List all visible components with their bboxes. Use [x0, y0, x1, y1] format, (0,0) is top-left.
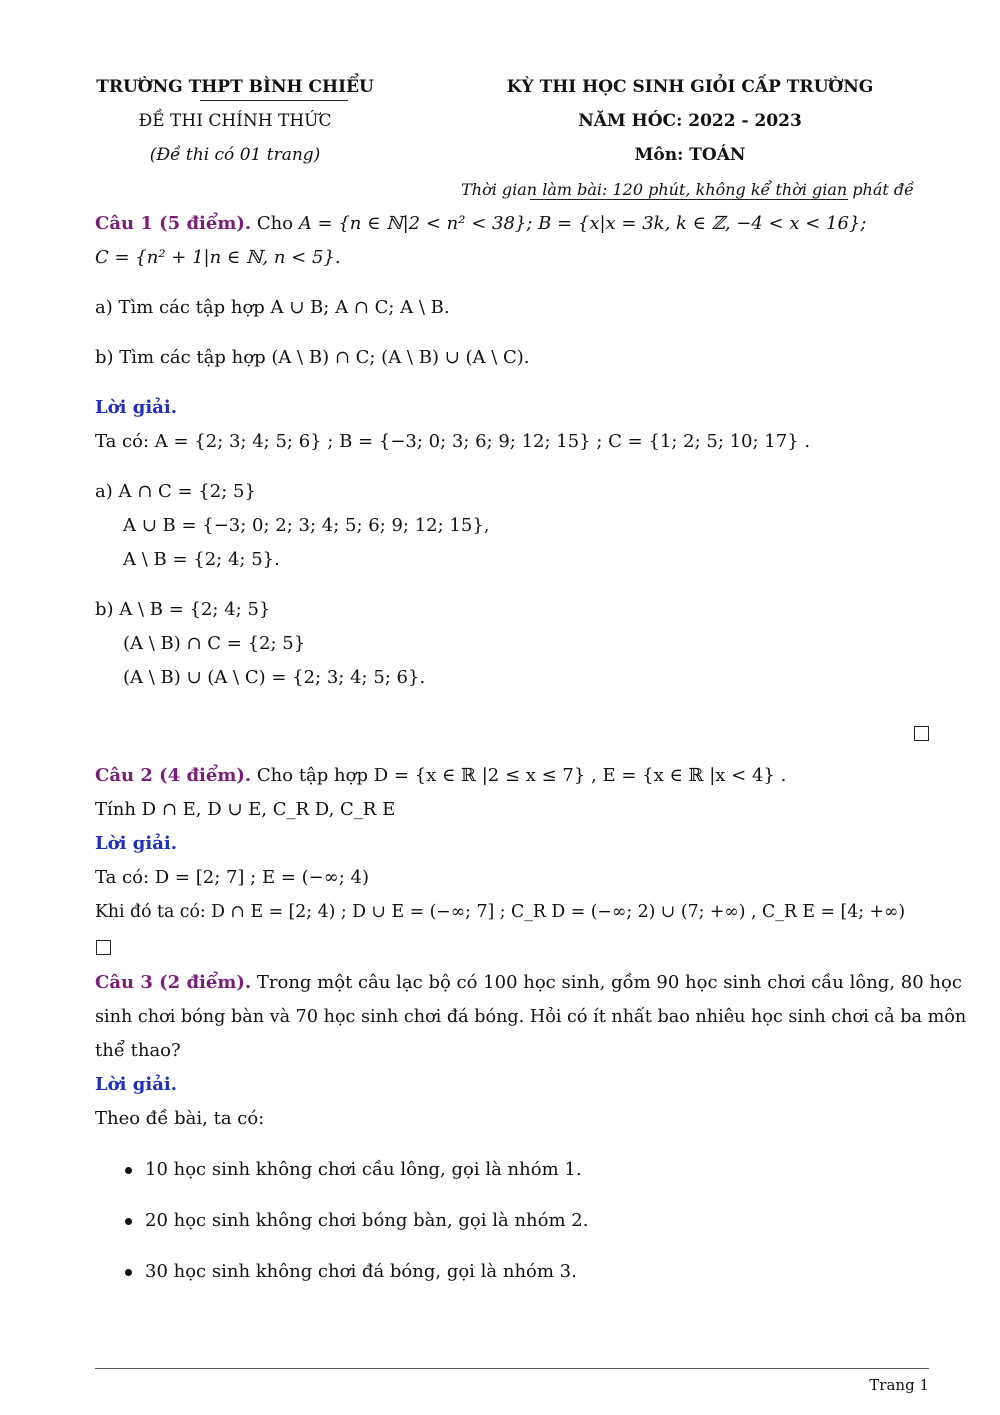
q3-statement-2: sinh chơi bóng bàn và 70 học sinh chơi đá bóng. Hỏi có ít nhất bao nhiêu học sinh chơi cả ba môn: [95, 1007, 967, 1027]
question-1: [95, 207, 930, 695]
q1-set-c: C = {n² + 1|n ∈ ℕ, n < 5}.: [95, 247, 341, 268]
q3-bullet-text: 20 học sinh không chơi bóng bàn, gọi là nhóm 2.: [145, 1210, 589, 1231]
q3-intro: Theo đề bài, ta có:: [95, 1108, 265, 1129]
q3-solution-label: Lời giải.: [95, 1074, 177, 1095]
bullet-icon: [125, 1167, 132, 1174]
q3-bullet-text: 30 học sinh không chơi đá bóng, gọi là nhóm 3.: [145, 1261, 577, 1282]
pages-note: (Đề thi có 01 trang): [149, 145, 321, 165]
footer-divider: [95, 1368, 929, 1369]
q1-sets: Ta có: A = {2; 3; 4; 5; 6} ; B = {−3; 0; 3; 6; 9; 12; 15} ; C = {1; 2; 5; 10; 17} .: [95, 431, 811, 452]
list-item: [95, 1153, 930, 1204]
q3-statement-1: Trong một câu lạc bộ có 100 học sinh, gồm 90 học sinh chơi cầu lông, 80 học: [256, 972, 962, 993]
q2-statement: Cho tập hợp D = {x ∈ ℝ |2 ≤ x ≤ 7} , E = {x ∈ ℝ |x < 4} .: [256, 765, 787, 786]
list-item: [95, 1204, 930, 1255]
school-name: TRƯỜNG THPT BÌNH CHIỂU: [96, 77, 374, 97]
bullet-icon: [125, 1269, 132, 1276]
q1-part-b: b) Tìm các tập hợp (A \ B) ∩ C; (A \ B) ∪ (A \ C).: [95, 347, 530, 368]
q3-bullet-list: [95, 1153, 930, 1306]
q2-title: Câu 2 (4 điểm).: [95, 765, 252, 786]
q1-a-line3: A \ B = {2; 4; 5}.: [123, 549, 280, 570]
q1-intro: Cho: [256, 213, 294, 234]
q3-statement-3: thể thao?: [95, 1040, 181, 1061]
q1-end-box: [914, 726, 929, 741]
question-2: [95, 759, 930, 929]
question-3: [95, 966, 967, 1306]
q2-task: Tính D ∩ E, D ∪ E, C_R D, C_R E: [95, 799, 396, 820]
q1-b-line1: b) A \ B = {2; 4; 5}: [95, 599, 271, 620]
q3-bullet-text: 10 học sinh không chơi cầu lông, gọi là nhóm 1.: [145, 1159, 582, 1180]
q2-line1: Ta có: D = [2; 7] ; E = (−∞; 4): [95, 867, 369, 888]
page-number: Trang 1: [869, 1376, 929, 1394]
time-underline: [530, 199, 848, 200]
time-note: Thời gian làm bài: 120 phút, không kể thời gian phát đề: [461, 180, 914, 199]
list-item: [95, 1255, 930, 1306]
header-right: [470, 70, 910, 172]
q1-solution-label: Lời giải.: [95, 397, 177, 418]
q1-title: Câu 1 (5 điểm).: [95, 213, 252, 234]
q1-a-line1: a) A ∩ C = {2; 5}: [95, 481, 256, 502]
q1-part-a: a) Tìm các tập hợp A ∪ B; A ∩ C; A \ B.: [95, 297, 450, 318]
q1-b-line2: (A \ B) ∩ C = {2; 5}: [123, 633, 306, 654]
q2-solution-label: Lời giải.: [95, 833, 177, 854]
bullet-icon: [125, 1218, 132, 1225]
school-underline: [200, 100, 348, 101]
q2-line2: Khi đó ta có: D ∩ E = [2; 4) ; D ∪ E = (−∞; 7] ; C_R D = (−∞; 2) ∪ (7; +∞) , C_R E = [4; +∞): [95, 902, 906, 922]
q3-title: Câu 3 (2 điểm).: [95, 972, 252, 993]
school-year: NĂM HÓC: 2022 - 2023: [578, 111, 802, 131]
q1-a-line2: A ∪ B = {−3; 0; 2; 3; 4; 5; 6; 9; 12; 15},: [123, 515, 490, 536]
exam-title: KỲ THI HỌC SINH GIỎI CẤP TRƯỜNG: [506, 77, 874, 97]
subject: Môn: TOÁN: [634, 145, 746, 165]
q2-end-box: [96, 940, 111, 955]
header-left: [60, 70, 410, 172]
q1-set-definitions: A = {n ∈ ℕ|2 < n² < 38}; B = {x|x = 3k, k ∈ ℤ, −4 < x < 16};: [298, 213, 867, 234]
q1-b-line3: (A \ B) ∪ (A \ C) = {2; 3; 4; 5; 6}.: [123, 667, 426, 688]
exam-type: ĐỀ THI CHÍNH THỨC: [138, 111, 332, 131]
